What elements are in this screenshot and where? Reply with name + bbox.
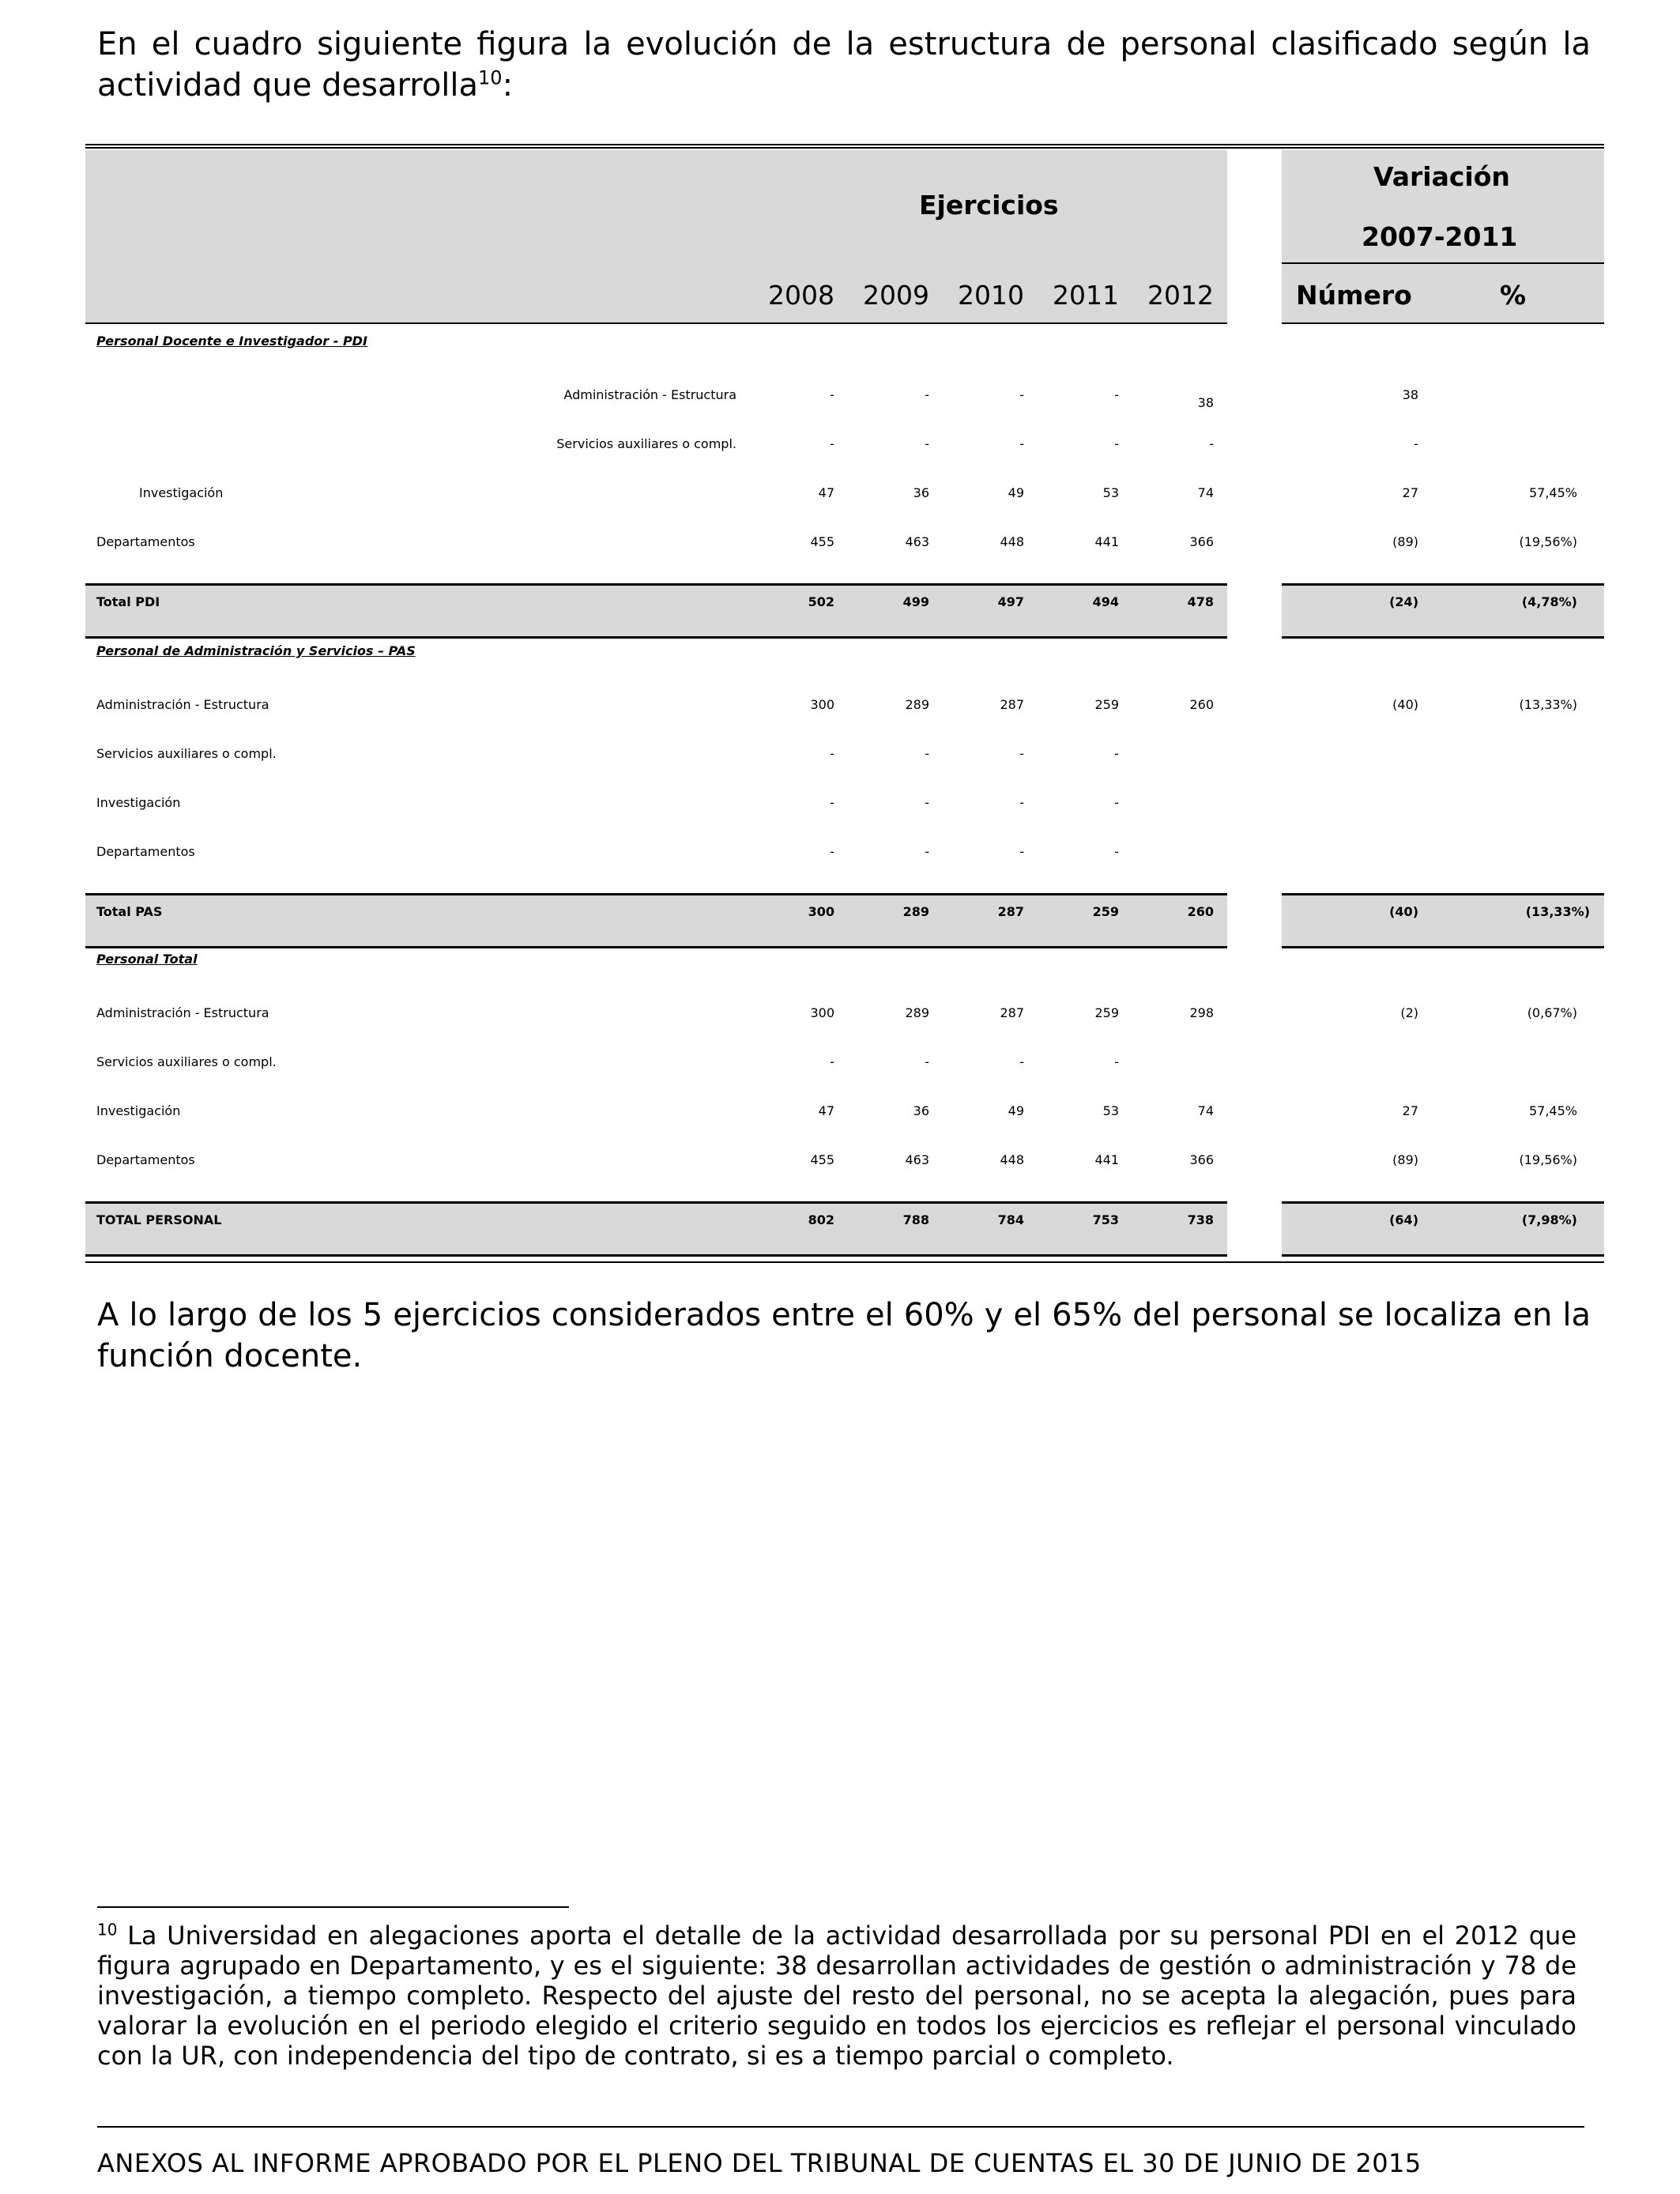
value-2008: 300 — [810, 1005, 834, 1020]
table-top-border — [85, 144, 1604, 149]
value-2009: 289 — [905, 697, 929, 712]
total-2008: 502 — [808, 594, 834, 609]
header-bottom-rule-right — [1282, 322, 1604, 324]
value-2008: - — [830, 844, 834, 859]
footer-separator — [97, 2126, 1584, 2128]
value-2008: 300 — [810, 697, 834, 712]
variation-number: (89) — [1392, 1152, 1418, 1167]
row-label: Departamentos — [96, 534, 195, 549]
value-2009: - — [925, 844, 929, 859]
value-2010: 448 — [1000, 1152, 1024, 1167]
total-2011: 753 — [1092, 1212, 1119, 1227]
row-label: Administración - Estructura — [96, 1005, 269, 1020]
value-2010: 287 — [1000, 1005, 1024, 1020]
row-label: Departamentos — [96, 844, 195, 859]
footnote-separator — [97, 1906, 569, 1908]
value-2009: - — [925, 795, 929, 810]
total-variation-number: (24) — [1389, 594, 1418, 609]
intro-paragraph: En el cuadro siguiente figura la evolución de la estructura de personal clasificado según la actividad que desarrolla$^{10}$: — [97, 26, 1591, 104]
value-2012: 74 — [1197, 1103, 1214, 1118]
value-2011: - — [1114, 387, 1119, 402]
variation-pct: (0,67%) — [1527, 1005, 1577, 1020]
header-pct: % — [1500, 280, 1527, 311]
total-2008: 802 — [808, 1212, 834, 1227]
value-2008: 455 — [810, 534, 834, 549]
value-2011: 53 — [1102, 485, 1119, 500]
variation-pct: (19,56%) — [1519, 534, 1577, 549]
total-2012: 260 — [1187, 904, 1214, 919]
header-bottom-rule-left — [85, 322, 1227, 324]
value-2010: 448 — [1000, 534, 1024, 549]
conclusion-paragraph: A lo largo de los 5 ejercicios considerados entre el 60% y el 65% del personal se localiza en la función docente. — [97, 1297, 1591, 1374]
total-variation-number: (40) — [1389, 904, 1418, 919]
variation-number: (2) — [1400, 1005, 1418, 1020]
total-2012: 738 — [1187, 1212, 1214, 1227]
total-2010: 497 — [997, 594, 1024, 609]
header-year-2008: 2008 — [768, 280, 834, 311]
total-variation-pct: (13,33%) — [1525, 904, 1590, 919]
value-2008: - — [830, 795, 834, 810]
value-2008: - — [830, 436, 834, 451]
header-ejercicios: Ejercicios — [919, 190, 1059, 221]
value-2012: 260 — [1189, 697, 1214, 712]
value-2008: - — [830, 387, 834, 402]
total-row-label: TOTAL PERSONAL — [96, 1212, 222, 1227]
value-2010: 287 — [1000, 697, 1024, 712]
variation-number: - — [1414, 436, 1418, 451]
header-numero: Número — [1296, 280, 1412, 311]
row-label: Servicios auxiliares o compl. — [96, 746, 277, 761]
row-label: Administración - Estructura — [96, 697, 269, 712]
value-2010: - — [1019, 746, 1024, 761]
header-year-2010: 2010 — [958, 280, 1024, 311]
total-2010: 784 — [997, 1212, 1024, 1227]
row-label: Servicios auxiliares o compl. — [556, 436, 736, 451]
value-2008: 47 — [818, 485, 834, 500]
value-2010: - — [1019, 1054, 1024, 1069]
total-2008: 300 — [808, 904, 834, 919]
total-2010: 287 — [997, 904, 1024, 919]
variation-number: 27 — [1402, 485, 1418, 500]
value-2012: 366 — [1189, 1152, 1214, 1167]
footnote-ref: 10 — [478, 66, 503, 89]
value-2011: 259 — [1094, 697, 1119, 712]
total-row-label: Total PAS — [96, 904, 163, 919]
total-row-shade — [85, 583, 1227, 639]
total-2011: 259 — [1092, 904, 1119, 919]
table-bottom-border — [85, 1258, 1604, 1263]
total-row-label: Total PDI — [96, 594, 160, 609]
value-2008: 455 — [810, 1152, 834, 1167]
footnote-number: 10 — [97, 1920, 118, 1940]
value-2010: - — [1019, 436, 1024, 451]
total-row-shade — [85, 1201, 1227, 1257]
total-variation-pct: (7,98%) — [1521, 1212, 1577, 1227]
value-2011: 441 — [1094, 534, 1119, 549]
row-label: Investigación — [96, 1103, 181, 1118]
value-2011: - — [1114, 746, 1119, 761]
footnote: $^{10}$ La Universidad en alegaciones aporta el detalle de la actividad desarrollada por su personal PDI en el 2012 que figura agrupado en Departamento, y es el siguiente: 38 desarrollan actividades de gestión o administración y 78 de investigación, a tiempo completo. Respecto del ajuste del resto del personal, no se acepta la alegación, pues para valorar la evolución en el periodo elegido el criterio seguido en todos los ejercicios es reflejar el personal vinculado con la UR, con independencia del tipo de contrato, si es a tiempo parcial o completo. — [97, 1920, 1576, 2071]
variation-number: (89) — [1392, 534, 1418, 549]
total-2012: 478 — [1187, 594, 1214, 609]
header-variacion: Variación — [1373, 161, 1510, 192]
row-label: Investigación — [139, 485, 224, 500]
value-2010: 49 — [1008, 485, 1024, 500]
row-label: Departamentos — [96, 1152, 195, 1167]
section-title: Personal de Administración y Servicios – PAS — [96, 643, 416, 658]
variation-number: 38 — [1402, 387, 1418, 402]
variation-number: 27 — [1402, 1103, 1418, 1118]
value-2009: 36 — [913, 485, 929, 500]
variation-pct: 57,45% — [1528, 485, 1577, 500]
variation-pct: (19,56%) — [1519, 1152, 1577, 1167]
value-2009: 463 — [905, 534, 929, 549]
value-2012: 74 — [1197, 485, 1214, 500]
value-2009: - — [925, 436, 929, 451]
row-label: Investigación — [96, 795, 181, 810]
value-2009: 36 — [913, 1103, 929, 1118]
variation-pct: (13,33%) — [1519, 697, 1577, 712]
total-2009: 289 — [902, 904, 929, 919]
value-2008: - — [830, 1054, 834, 1069]
total-2009: 788 — [902, 1212, 929, 1227]
row-label: Administración - Estructura — [563, 387, 736, 402]
total-variation-pct: (4,78%) — [1521, 594, 1577, 609]
header-variacion-period: 2007-2011 — [1362, 221, 1518, 252]
value-2011: - — [1114, 436, 1119, 451]
value-2010: - — [1019, 795, 1024, 810]
total-row-shade — [1282, 893, 1604, 948]
row-label: Servicios auxiliares o compl. — [96, 1054, 277, 1069]
value-2011: 53 — [1102, 1103, 1119, 1118]
value-2011: 441 — [1094, 1152, 1119, 1167]
section-title: Personal Total — [96, 952, 198, 967]
value-2011: - — [1114, 844, 1119, 859]
value-2010: - — [1019, 844, 1024, 859]
value-2012: - — [1209, 436, 1214, 451]
value-2012: 38 — [1197, 395, 1214, 410]
value-2009: 289 — [905, 1005, 929, 1020]
value-2009: 463 — [905, 1152, 929, 1167]
header-year-2011: 2011 — [1053, 280, 1119, 311]
value-2011: - — [1114, 795, 1119, 810]
value-2009: - — [925, 1054, 929, 1069]
total-row-shade — [1282, 583, 1604, 639]
total-row-shade — [1282, 1201, 1604, 1257]
total-2009: 499 — [902, 594, 929, 609]
value-2011: 259 — [1094, 1005, 1119, 1020]
value-2009: - — [925, 387, 929, 402]
value-2012: 298 — [1189, 1005, 1214, 1020]
total-row-shade — [85, 893, 1227, 948]
variation-number: (40) — [1392, 697, 1418, 712]
value-2011: - — [1114, 1054, 1119, 1069]
total-2011: 494 — [1092, 594, 1119, 609]
header-variacion-rule — [1282, 262, 1604, 264]
section-title: Personal Docente e Investigador - PDI — [96, 334, 367, 349]
value-2008: - — [830, 746, 834, 761]
variation-pct: 57,45% — [1528, 1103, 1577, 1118]
value-2012: 366 — [1189, 534, 1214, 549]
value-2009: - — [925, 746, 929, 761]
page-footer: ANEXOS AL INFORME APROBADO POR EL PLENO DEL TRIBUNAL DE CUENTAS EL 30 DE JUNIO DE 2015 — [97, 2148, 1422, 2178]
total-variation-number: (64) — [1389, 1212, 1418, 1227]
value-2010: - — [1019, 387, 1024, 402]
header-year-2012: 2012 — [1147, 280, 1214, 311]
value-2010: 49 — [1008, 1103, 1024, 1118]
value-2008: 47 — [818, 1103, 834, 1118]
header-year-2009: 2009 — [863, 280, 929, 311]
